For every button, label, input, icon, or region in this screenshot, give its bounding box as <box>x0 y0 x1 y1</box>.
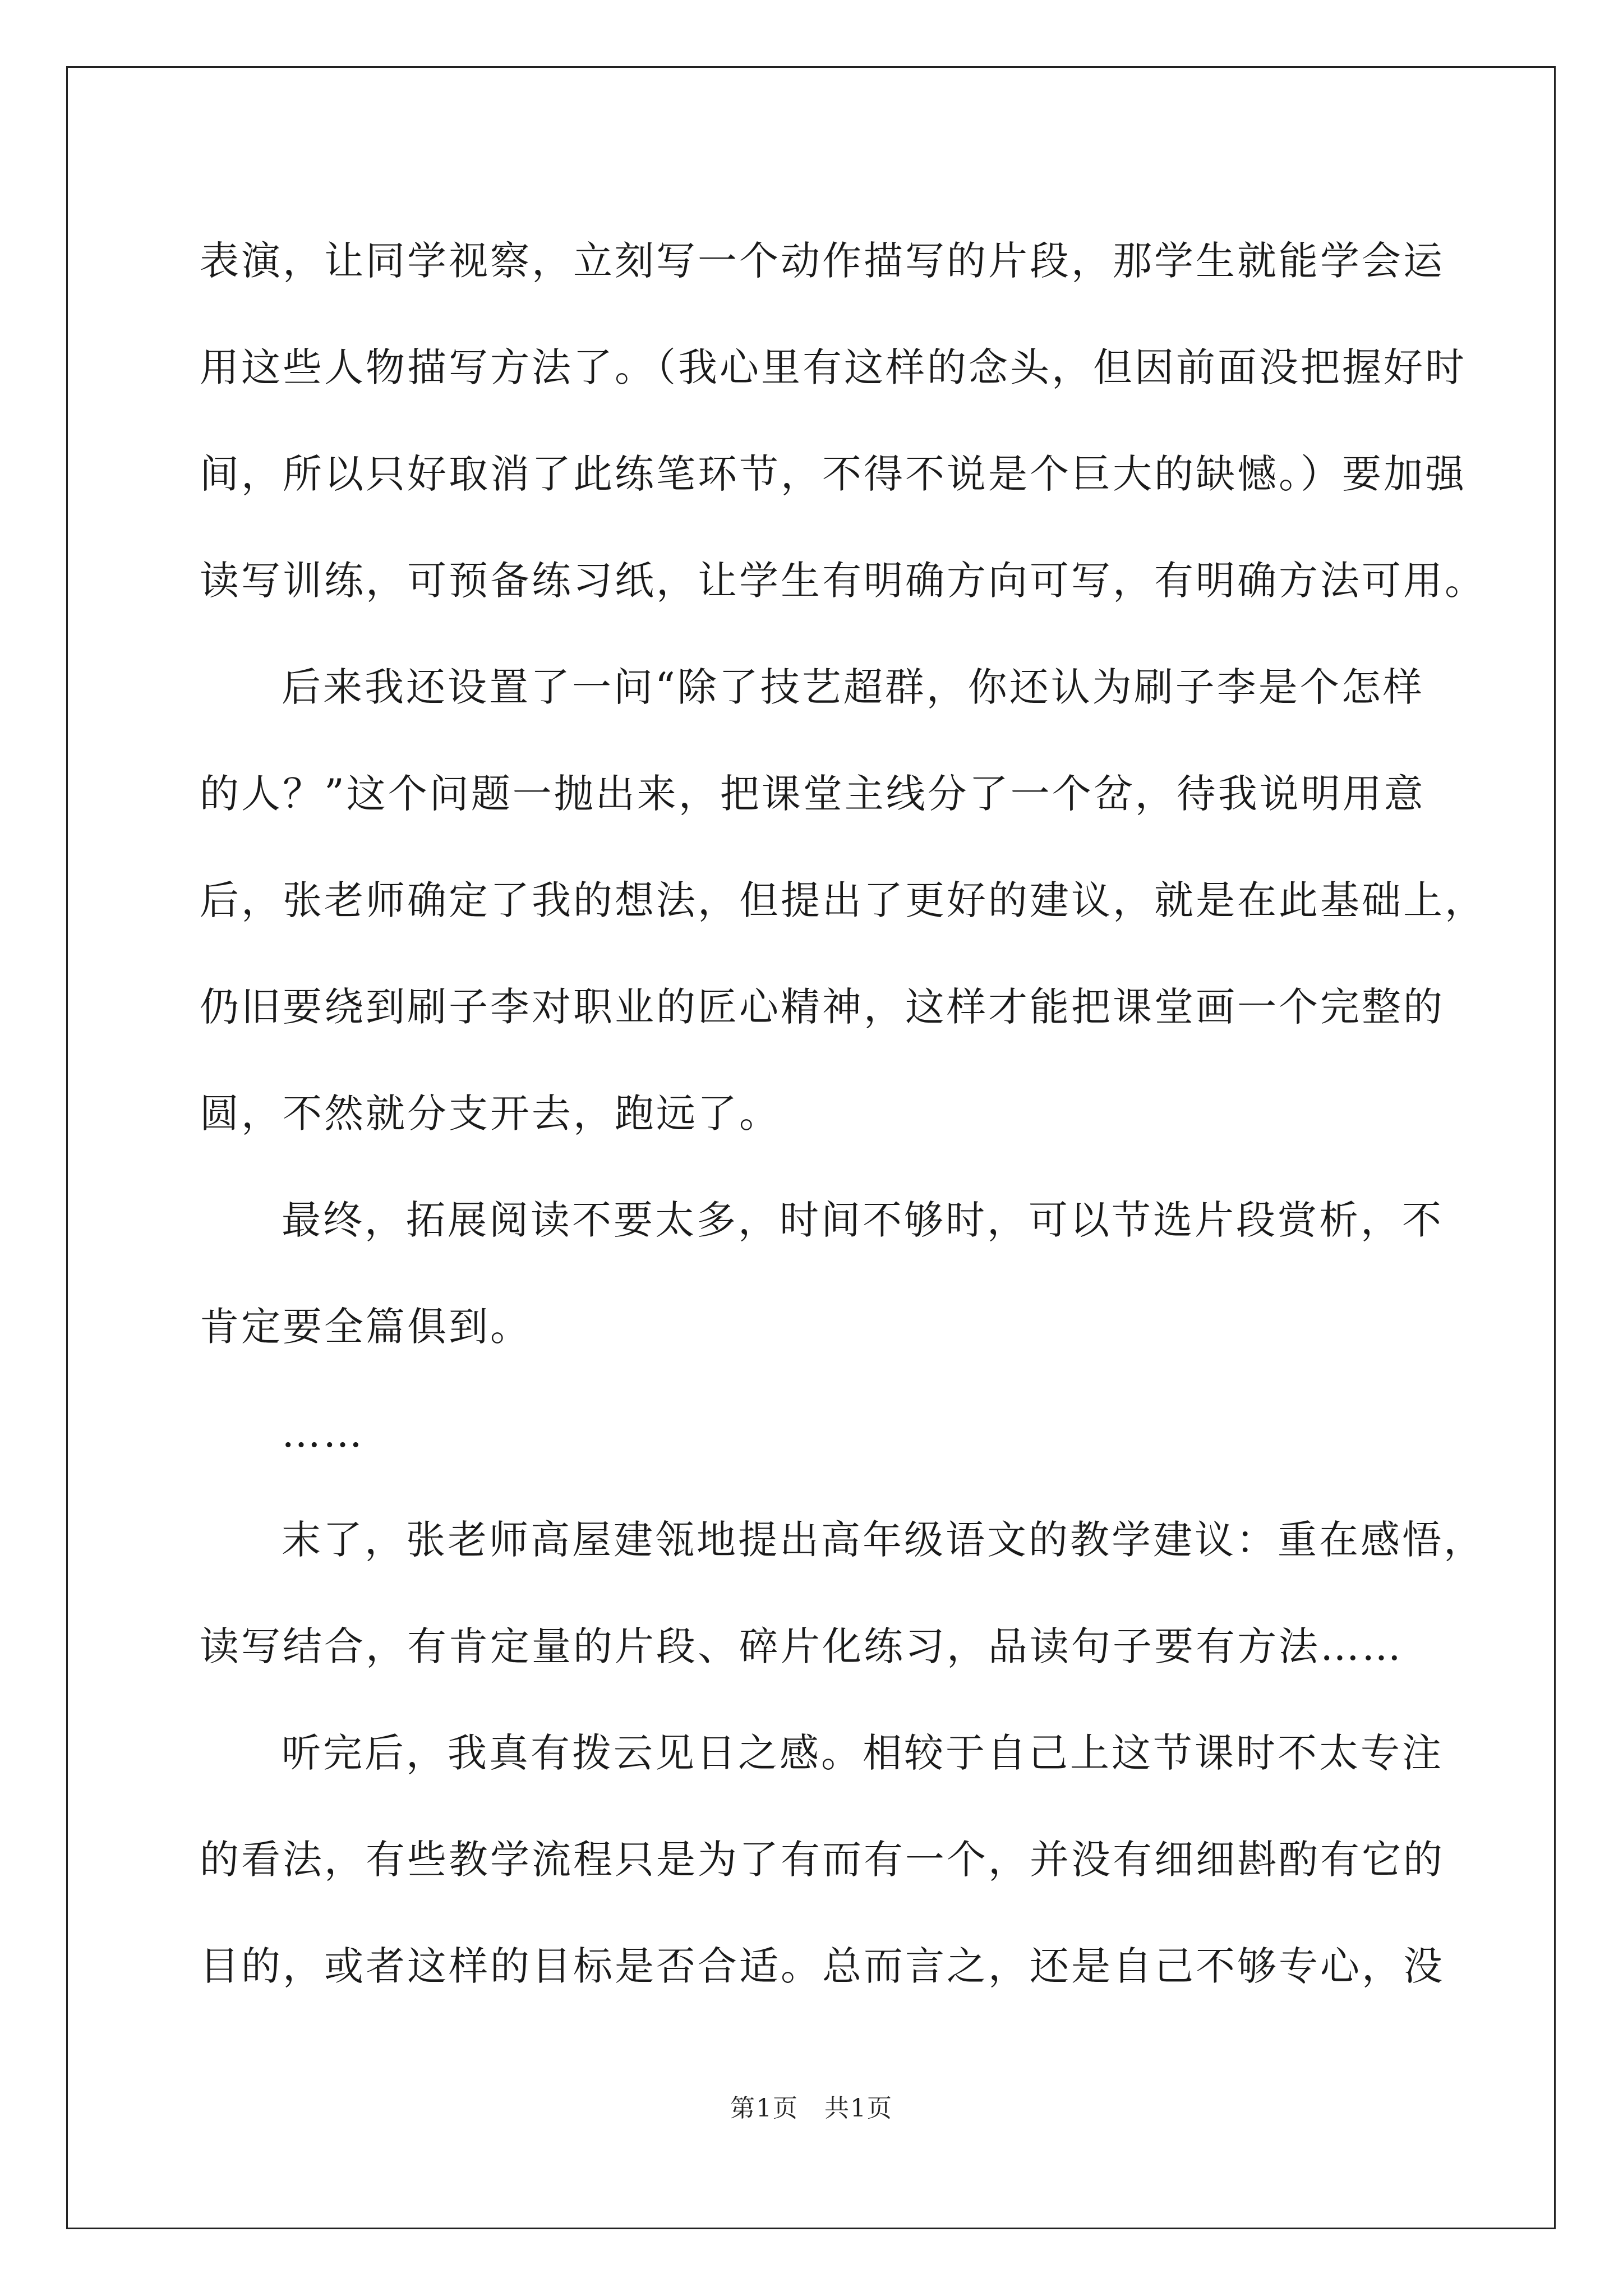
text-line: 目的，或者这样的目标是否合适。总而言之，还是自己不够专心，没 <box>200 1943 1445 1989</box>
text-line: 用这些人物描写方法了。（我心里有这样的念头，但因前面没把握好时 <box>200 344 1467 390</box>
paragraph <box>200 1380 1422 1487</box>
text-line: 仍旧要绕到刷子李对职业的匠心精神，这样才能把课堂画一个完整的 <box>200 984 1445 1030</box>
text-line: 的看法，有些教学流程只是为了有而有一个，并没有细细斟酌有它的 <box>200 1837 1445 1883</box>
paragraph <box>200 1167 1444 1380</box>
ellipsis-line: …… <box>282 1410 365 1456</box>
paragraph <box>200 208 1486 634</box>
text-line: 圆，不然就分支开去，跑远了。 <box>200 1091 781 1137</box>
text-line: 肯定要全篇俱到。 <box>200 1304 532 1350</box>
text-line: 的人？”这个问题一抛出来，把课堂主线分了一个岔，待我说明用意 <box>200 771 1426 817</box>
page-number-footer: 第1页 共1页 <box>730 2094 893 2123</box>
text-line: 最终，拓展阅读不要太多，时间不够时，可以节选片段赏析，不 <box>282 1197 1444 1243</box>
document-body <box>200 208 1486 2019</box>
text-line: 末了，张老师高屋建瓴地提出高年级语文的教学建议：重在感悟， <box>282 1517 1485 1563</box>
text-line: 后，张老师确定了我的想法，但提出了更好的建议，就是在此基础上， <box>200 877 1486 923</box>
text-line: 听完后，我真有拨云见日之感。相较于自己上这节课时不太专注 <box>282 1730 1444 1776</box>
text-line: 后来我还设置了一问“除了技艺超群，你还认为刷子李是个怎样 <box>282 664 1424 710</box>
paragraph <box>200 634 1486 1167</box>
text-line: 读写结合，有肯定量的片段、碎片化练习，品读句子要有方法…… <box>200 1623 1403 1669</box>
text-line: 读写训练，可预备练习纸，让学生有明确方向可写，有明确方法可用。 <box>200 558 1486 604</box>
text-line: 表演，让同学视察，立刻写一个动作描写的片段，那学生就能学会运 <box>200 238 1445 284</box>
text-line: 间，所以只好取消了此练笔环节，不得不说是个巨大的缺憾。）要加强 <box>200 451 1467 497</box>
paragraph <box>200 1487 1485 1700</box>
paragraph <box>200 1700 1445 2019</box>
